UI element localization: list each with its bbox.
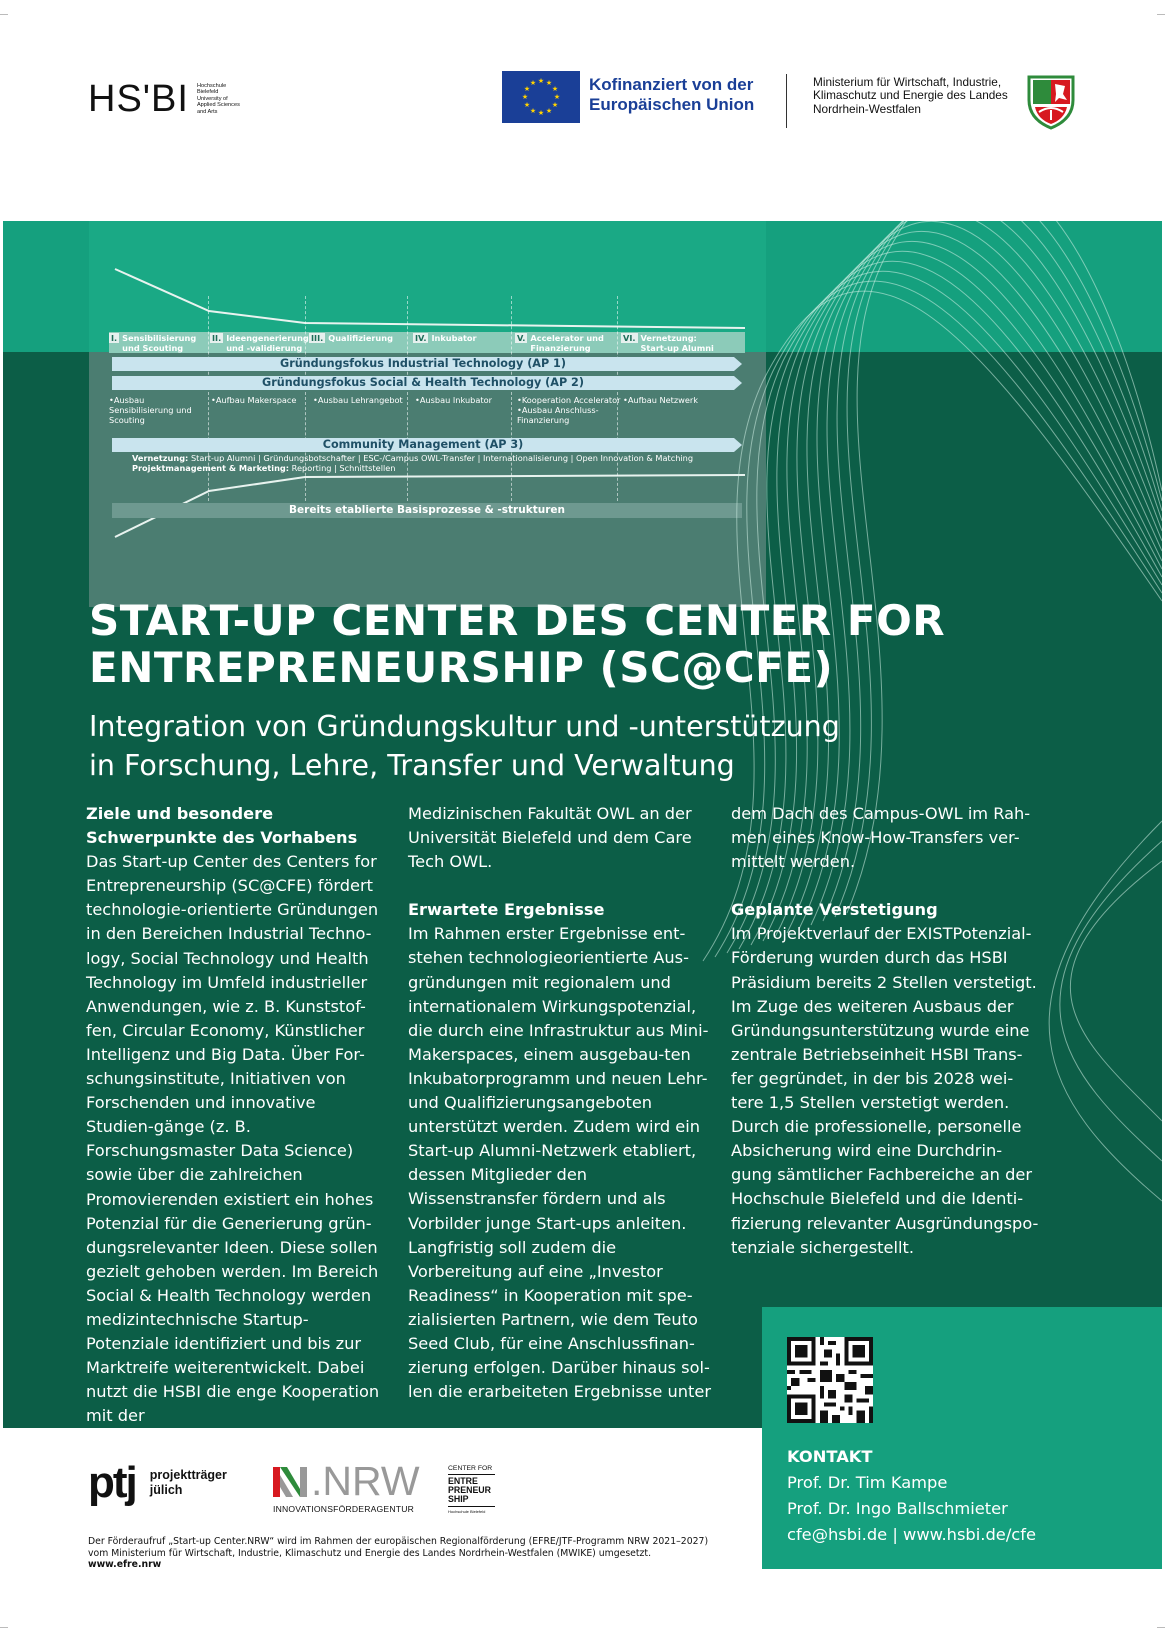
basis-bar: Bereits etablierte Basisprozesse & -strukturen <box>112 503 742 518</box>
goals-heading: Ziele und besondere Schwerpunkte des Vorhabens <box>86 804 358 848</box>
vernetzung-text: Start-up Alumni | Gründungsbotschafter | ESC-/Campus OWL-Transfer | Internationalisierung | Open Innovation & Matching <box>188 453 694 463</box>
phase-label: Ideengenerierung und -validierung <box>226 333 309 353</box>
nrw-text: .NRW <box>311 1458 420 1504</box>
phase-label: Accelerator und Finanzierung <box>530 333 604 353</box>
column-results <box>408 802 728 1404</box>
results-heading: Erwartete Ergebnisse <box>408 900 605 920</box>
hsbi-logo <box>88 80 240 118</box>
nrw-wordmark <box>273 1458 420 1504</box>
contact-person-1: Prof. Dr. Tim Kampe <box>787 1473 948 1492</box>
efre-link[interactable]: www.efre.nrw <box>88 1559 162 1571</box>
title-line-1: START-UP CENTER DES CENTER FOR <box>89 596 946 645</box>
contact-links[interactable]: cfe@hsbi.de | www.hsbi.de/cfe <box>787 1525 1037 1544</box>
footnote-line-2: vom Ministerium für Wirtschaft, Industrie, Klimaschutz und Energie des Landes Nordrhein-Westfalen (MWIKE) umgesetzt. <box>88 1547 652 1559</box>
phase-label: Inkubator <box>431 333 477 343</box>
phase-label: Vernetzung: Start-up Alumni <box>640 333 714 353</box>
eu-cofunding-text: Kofinanziert von der Europäischen Union <box>589 75 755 114</box>
cfe-logo <box>448 1465 495 1514</box>
measure-bullet: •Aufbau Netzwerk <box>623 395 699 405</box>
nrw-crest-icon <box>1025 74 1077 130</box>
contact-person-2: Prof. Dr. Ingo Ballschmieter <box>787 1499 1008 1518</box>
phase-number: V. <box>517 333 526 343</box>
cfe-logo-line-3: SHIP <box>448 1494 469 1504</box>
phase-number: III. <box>311 333 324 343</box>
page-subtitle <box>89 707 840 785</box>
column-continuation <box>731 802 1051 1260</box>
subtitle-line-2: in Forschung, Lehre, Transfer und Verwaltung <box>89 749 735 782</box>
ptj-logo-text: projektträger jülich <box>149 1468 227 1497</box>
ap1-arrow: Gründungsfokus Industrial Technology (AP 1) <box>112 357 734 371</box>
contact-text <box>787 1444 1036 1548</box>
cfe-logo-bottom: Hochschule Bielefeld <box>448 1509 486 1514</box>
svg-text:★: ★ <box>537 109 545 117</box>
ptj-logo <box>88 1458 227 1507</box>
phase-label: Sensibilisierung und Scouting <box>122 333 197 353</box>
innovation-nrw-logo <box>273 1458 420 1514</box>
measure-bullet: •Ausbau Lehrangebot <box>313 395 403 405</box>
main-panel <box>3 221 1162 1428</box>
results-text: Im Rahmen erster Ergebnisse ent-stehen technologieorientierte Aus-gründungen mit regionalem und internationalem Wirkungspotenzial, die durch eine Infrastruktur aus Mini-Makerspaces, einem ausgebau-ten Inkubatorprogramm und neuen Lehr- und Qualifizierungsangeboten unterstützt werden. Zudem wird ein Start-up Alumni-Netzwerk etabliert, dessen Mitglieder den Wissenstransfer fördern und als Vorbilder junge Start-ups anleiten. Langfristig soll zudem die Vorbereitung auf eine „Investor Readiness“ in Kooperation mit spe-zialisierten Partnern, wie dem Teuto Seed Club, für eine Anschlussfinan-zierung erfolgen. Darüber hinaus sol-len die erarbeiteten Ergebnisse unter <box>408 924 711 1402</box>
svg-text:★: ★ <box>553 93 561 101</box>
hsbi-logo-subtitle: Hochschule Bielefeld University of Applied Sciences and Arts <box>196 82 240 115</box>
cfe-logo-rule <box>448 1506 495 1507</box>
continuation-text-top: dem Dach des Campus-OWL im Rah-men eines Know-How-Transfers ver-mittelt werden. <box>731 804 1031 872</box>
spacer <box>731 874 1051 898</box>
funding-footnote <box>88 1536 788 1571</box>
crop-mark <box>0 14 8 15</box>
header-divider <box>786 74 787 128</box>
contact-heading: KONTAKT <box>787 1447 873 1466</box>
ministry-name: Ministerium für Wirtschaft, Industrie, Klimaschutz und Energie des Landes Nordrhein-Westfalen <box>813 75 1008 116</box>
svg-text:★: ★ <box>523 101 531 109</box>
cfe-logo-line-2: PRENEUR <box>448 1485 492 1495</box>
subtitle-line-1: Integration von Gründungskultur und -unterstützung <box>89 710 840 743</box>
results-text-top: Medizinischen Fakultät OWL an der Universität Bielefeld und dem Care Tech OWL. <box>408 804 692 872</box>
phase-label: Qualifizierung <box>328 333 393 343</box>
nrw-n-icon <box>273 1465 307 1499</box>
continuation-text: Im Projektverlauf der EXISTPotenzial-Förderung wurden durch das HSBI Präsidium bereits 2 Stellen verstetigt. Im Zuge des weiteren Ausbaus der Gründungsunterstützung wurde eine zentrale Betriebseinheit HSBI Trans-fer gegründet, in der bis 2028 wei-tere 1,5 Stellen verstetigt werden. Durch die professionelle, personelle Absicherung wird eine Durchdrin-gung sämtlicher Fachbereiche an der Hochschule Bielefeld und die Identi-fizierung relevanter Ausgründungspo-tenziale sichergestellt. <box>731 924 1039 1257</box>
pm-label: Projektmanagement & Marketing: <box>132 463 290 473</box>
pm-text: Reporting | Schnittstellen <box>289 463 396 473</box>
phase-number: VI. <box>623 333 636 343</box>
contact-box <box>762 1307 1162 1569</box>
crop-mark <box>1157 14 1165 15</box>
goals-text: Das Start-up Center des Centers for Entrepreneurship (SC@CFE) fördert technologie-orientierte Gründungen in den Bereichen Industrial Techno-logy, Social Technology und Health Technology im Umfeld industrieller Anwendungen, wie z. B. Kunststof-fen, Circular Economy, Künstlicher Intelligenz und Big Data. Über For-schungsinstitute, Initiativen von Forschenden und innovative Studien-gänge (z. B. Forschungsmaster Data Science) sowie über die zahlreichen Promovierenden existiert ein hohes Potenzial für die Generierung grün-dungsrelevanter Ideen. Diese sollen gezielt gehoben werden. Im Bereich Social & Health Technology werden medizintechnische Startup-Potenziale identifiziert und bis zur Marktreife weiterentwickelt. Dabei nutzt die HSBI die enge Kooperation mit der <box>86 852 380 1426</box>
svg-text:★: ★ <box>551 85 559 93</box>
hsbi-logo-mark: HS'BI <box>88 78 189 120</box>
measure-bullet: •Ausbau Inkubator <box>415 395 492 405</box>
column-goals <box>86 802 406 1428</box>
cfe-logo-top: CENTER FOR <box>448 1465 493 1472</box>
measure-bullet: •Ausbau Sensibilisierung und Scouting <box>109 395 192 425</box>
nrw-caption: INNOVATIONSFÖRDERAGENTUR <box>273 1504 415 1514</box>
cfe-logo-line-1: ENTRE <box>448 1476 478 1486</box>
ptj-logo-mark: ptj <box>88 1458 136 1507</box>
eu-flag-icon <box>502 71 580 123</box>
title-line-2: ENTREPRENEURSHIP (SC@CFE) <box>89 643 834 692</box>
spacer <box>408 874 728 898</box>
vernetzung-label: Vernetzung: <box>132 453 189 463</box>
qr-code-icon[interactable] <box>787 1337 873 1423</box>
svg-text:★: ★ <box>545 79 553 87</box>
svg-text:★: ★ <box>529 107 537 115</box>
continuation-heading: Geplante Verstetigung <box>731 900 938 920</box>
ap2-arrow: Gründungsfokus Social & Health Technology (AP 2) <box>112 376 734 390</box>
svg-text:★: ★ <box>529 79 537 87</box>
crop-mark <box>0 1627 8 1628</box>
measure-bullet: •Aufbau Makerspace <box>211 395 297 405</box>
phase-number: IV. <box>415 333 427 343</box>
svg-text:★: ★ <box>523 85 531 93</box>
ap3-arrow: Community Management (AP 3) <box>112 438 734 452</box>
svg-text:★: ★ <box>551 101 559 109</box>
phase-number: II. <box>212 333 222 343</box>
page-title <box>89 597 945 691</box>
cfe-logo-rule <box>448 1474 495 1475</box>
svg-text:★: ★ <box>545 107 553 115</box>
phase-number: I. <box>111 333 118 343</box>
footnote-line-1: Der Förderaufruf „Start-up Center.NRW“ wird im Rahmen der europäischen Regionalförderung (EFRE/JTF-Programm NRW 2021–2027) <box>88 1536 709 1547</box>
svg-text:★: ★ <box>521 93 529 101</box>
svg-text:★: ★ <box>537 77 545 85</box>
crop-mark <box>1157 1627 1165 1628</box>
measure-bullet: •Kooperation Accelerator •Ausbau Anschluss- Finanzierung <box>517 395 621 425</box>
